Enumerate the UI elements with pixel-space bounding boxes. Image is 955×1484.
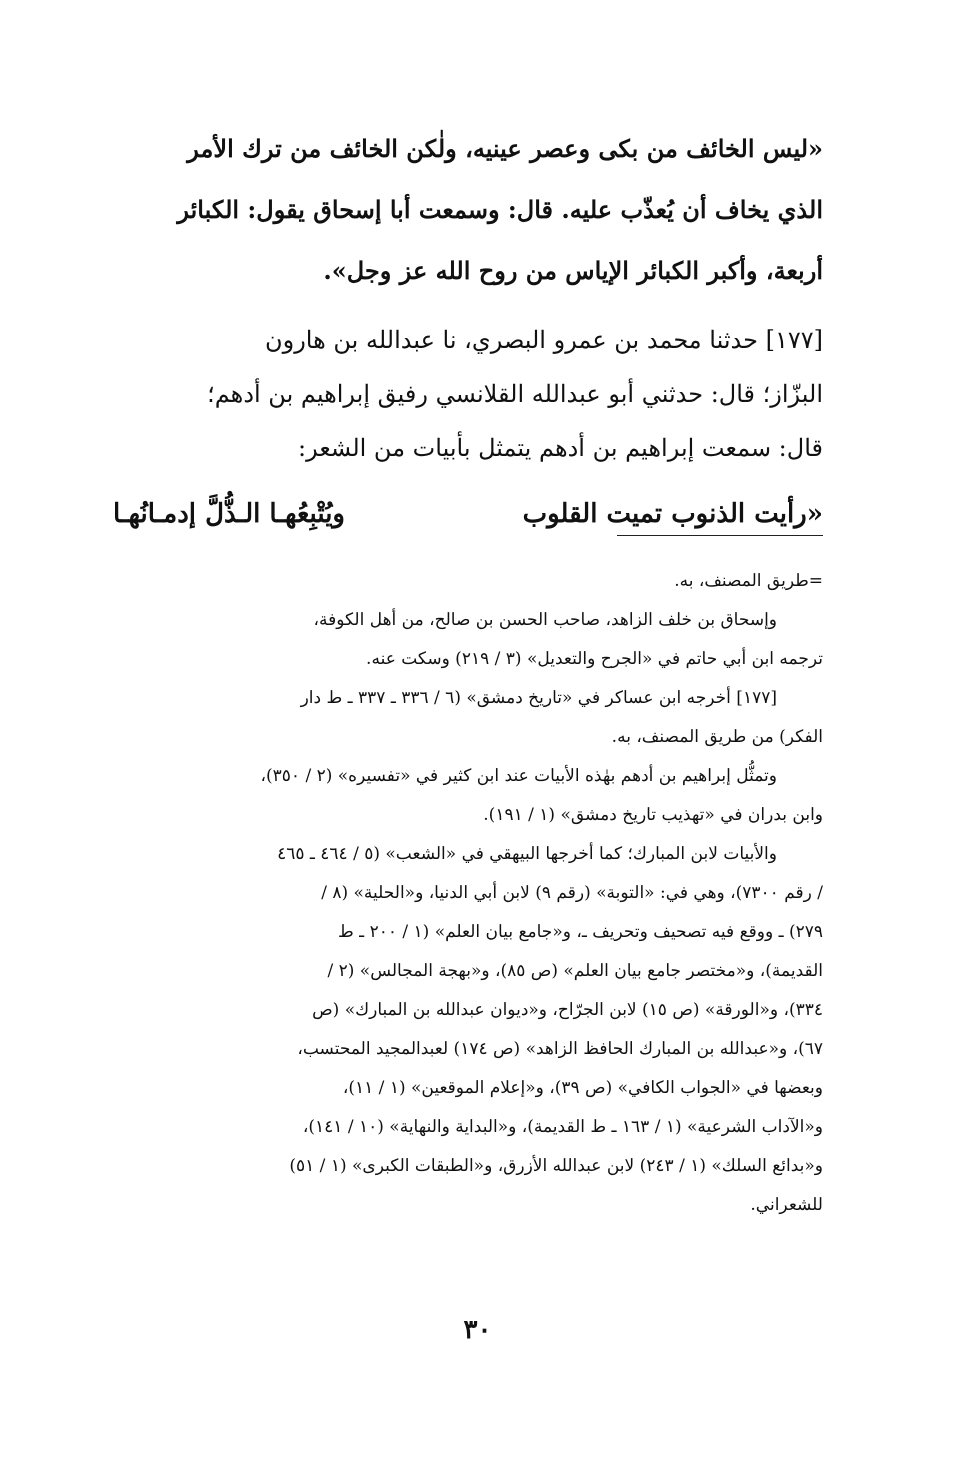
verse-second-hemistich: ويُتْبِعُهـا الـذُّلَّ إدمـانُهـا xyxy=(113,499,345,529)
verse-first-hemistich: «رأيت الذنوب تميت القلوب xyxy=(522,499,823,529)
footnote-line: وتمثُّل إبراهيم بن أدهم بهٰذه الأبيات عند ابن كثير في «تفسيره» (٢ / ٣٥٠)، xyxy=(260,766,777,786)
text-line: أربعة، وأكبر الكبائر الإياس من روح الله عز وجل». xyxy=(323,256,823,285)
footnote-line: والأبيات لابن المبارك؛ كما أخرجها البيهقي في «الشعب» (٥ / ٤٦٤ ـ ٤٦٥ xyxy=(277,844,777,864)
footnote-line: ٦٧)، و«عبدالله بن المبارك الحافظ الزاهد» (ص ١٧٤) لعبدالمجيد المحتسب، xyxy=(297,1039,823,1059)
footnote-separator xyxy=(617,535,823,536)
footnote-line: وإسحاق بن خلف الزاهد، صاحب الحسن بن صالح، من أهل الكوفة، xyxy=(313,610,777,630)
footnote-line: القديمة)، و«مختصر جامع بيان العلم» (ص ٨٥)، و«بهجة المجالس» (٢ / xyxy=(327,961,823,981)
footnote-line: ترجمه ابن أبي حاتم في «الجرح والتعديل» (٣ / ٢١٩) وسكت عنه. xyxy=(366,649,823,669)
page-number: ٣٠ xyxy=(463,1315,492,1345)
footnote-line: / رقم ٧٣٠٠)، وهي في: «التوبة» (رقم ٩) لابن أبي الدنيا، و«الحلية» (٨ / xyxy=(321,883,823,903)
text-line: قال: سمعت إبراهيم بن أدهم يتمثل بأبيات من الشعر: xyxy=(298,434,823,462)
main-text xyxy=(113,118,823,543)
text-line: الذي يخاف أن يُعذّب عليه. قال: وسمعت أبا إسحاق يقول: الكبائر xyxy=(177,195,823,224)
footnote-line: وابن بدران في «تهذيب تاريخ دمشق» (١ / ١٩١). xyxy=(483,805,823,825)
text-line: [١٧٧] حدثنا محمد بن عمرو البصري، نا عبدالله بن هارون xyxy=(264,326,823,354)
footnote-line: [١٧٧] أخرجه ابن عساكر في «تاريخ دمشق» (٦ / ٣٣٦ ـ ٣٣٧ ـ ط دار xyxy=(300,688,777,708)
hadith-paragraph xyxy=(113,313,823,475)
footnote-line: ٣٣٤)، و«الورقة» (ص ١٥) لابن الجرّاح، و«ديوان عبدالله بن المبارك» (ص xyxy=(312,1000,823,1020)
footnotes xyxy=(113,562,823,1225)
text-line: «ليس الخائف من بكى وعصر عينيه، ولٰكن الخائف من ترك الأمر xyxy=(187,134,823,163)
footnote-line: =طريق المصنف، به. xyxy=(674,571,823,591)
footnote-line: للشعراني. xyxy=(750,1195,823,1215)
quoted-paragraph xyxy=(113,118,823,301)
footnote-line: و«بدائع السلك» (١ / ٢٤٣) لابن عبدالله الأزرق، و«الطبقات الكبرى» (١ / ٥١) xyxy=(289,1156,823,1176)
footnote-line: ٢٧٩) ـ ووقع فيه تصحيف وتحريف ـ، و«جامع بيان العلم» (١ / ٢٠٠ ـ ط xyxy=(338,922,823,942)
footnote-line: الفكر) من طريق المصنف، به. xyxy=(611,727,823,747)
footnote-line: وبعضها في «الجواب الكافي» (ص ٣٩)، و«إعلام الموقعين» (١ / ١١)، xyxy=(342,1078,823,1098)
footnote-line: و«الآداب الشرعية» (١ / ١٦٣ ـ ط القديمة)، و«البداية والنهاية» (١٠ / ١٤١)، xyxy=(302,1117,823,1137)
text-line: البزّاز؛ قال: حدثني أبو عبدالله القلانسي رفيق إبراهيم بن أدهم؛ xyxy=(207,380,823,408)
